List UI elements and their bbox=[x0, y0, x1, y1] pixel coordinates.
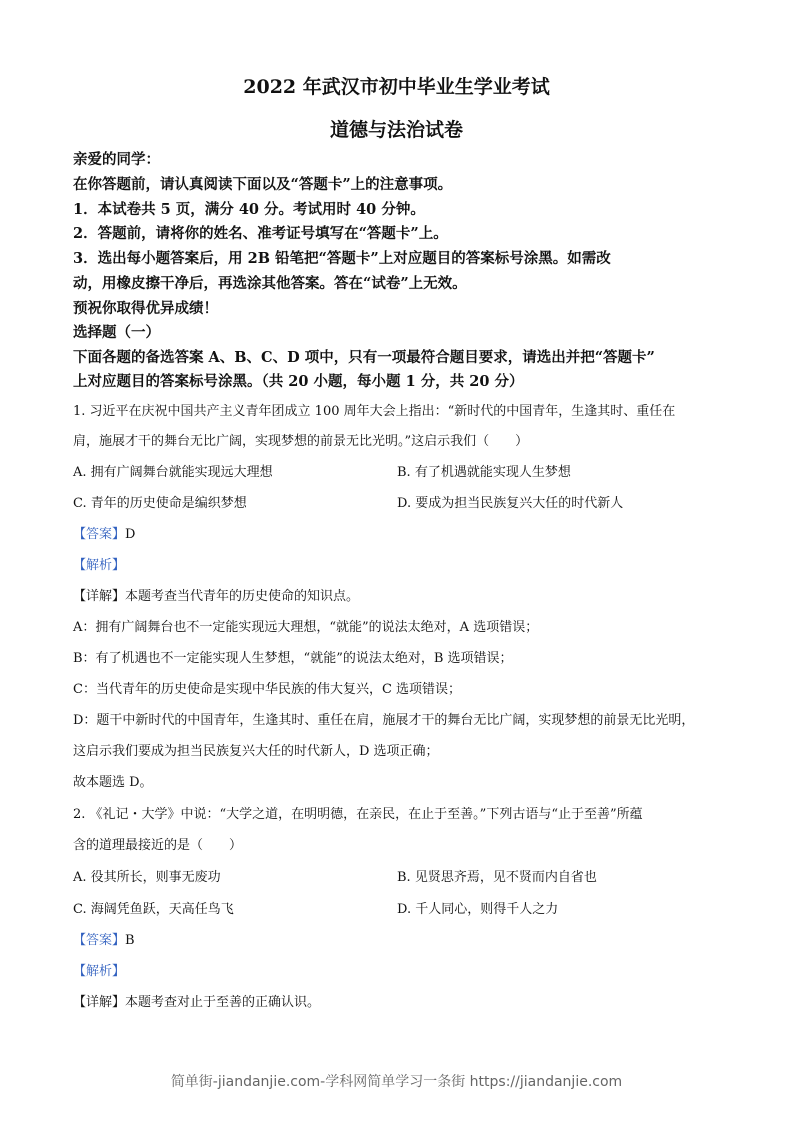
detail-label: 【详解】 bbox=[73, 995, 126, 1010]
q2-option-c: C. 海阔凭鱼跃，天高任鸟飞 bbox=[73, 902, 234, 917]
intro-rule-2: 2．答题前，请将你的姓名、准考证号填写在“答题卡”上。 bbox=[73, 225, 448, 242]
q1-stem-cont: 肩，施展才干的舞台无比广阔，实现梦想的前景无比光明。”这启示我们（ ） bbox=[73, 434, 529, 449]
q1-explain-b: B：有了机遇也不一定能实现人生梦想，“就能”的说法太绝对，B 选项错误； bbox=[73, 651, 513, 666]
detail-text: 本题考查对止于至善的正确认识。 bbox=[125, 995, 321, 1010]
section-title: 选择题（一） bbox=[73, 324, 160, 341]
detail-text: 本题考查当代青年的历史使命的知识点。 bbox=[125, 589, 360, 604]
q2-stem: 2. 《礼记・大学》中说：“大学之道，在明明德，在亲民，在止于至善。”下列古语与“止于至善”所蕴 bbox=[73, 807, 643, 822]
section-instruction: 下面各题的备选答案 A、B、C、D 项中，只有一项最符合题目要求，请选出并把“答题卡” bbox=[73, 349, 655, 366]
intro-rule-3-cont: 动，用橡皮擦干净后，再选涂其他答案。答在“试卷”上无效。 bbox=[73, 275, 467, 292]
q2-answer bbox=[73, 929, 135, 948]
exam-subtitle: 道德与法治试卷 bbox=[329, 119, 463, 141]
section-instruction-cont: 上对应题目的答案标号涂黑。（共 20 小题，每小题 1 分，共 20 分） bbox=[73, 373, 524, 390]
exam-title: 2022 年武汉市初中毕业生学业考试 bbox=[243, 76, 550, 98]
intro-wish: 预祝你取得优异成绩！ bbox=[73, 300, 218, 317]
intro-greeting: 亲爱的同学： bbox=[73, 151, 160, 168]
answer-value: D bbox=[125, 527, 136, 542]
q1-option-c: C. 青年的历史使命是编织梦想 bbox=[73, 496, 247, 511]
q1-detail bbox=[73, 585, 359, 604]
q2-detail bbox=[73, 991, 320, 1010]
q1-explain-d: D：题干中新时代的中国青年，生逢其时、重任在肩，施展才干的舞台无比广阔，实现梦想的前景无比光明， bbox=[73, 713, 695, 728]
q1-conclusion: 故本题选 D。 bbox=[73, 775, 153, 790]
answer-label: 【答案】 bbox=[73, 933, 126, 948]
q1-answer bbox=[73, 523, 135, 542]
q1-explain-d-cont: 这启示我们要成为担当民族复兴大任的时代新人，D 选项正确； bbox=[73, 744, 439, 759]
q1-explain-c: C：当代青年的历史使命是实现中华民族的伟大复兴，C 选项错误； bbox=[73, 682, 462, 697]
q1-stem: 1. 习近平在庆祝中国共产主义青年团成立 100 周年大会上指出：“新时代的中国青年，生逢其时、重任在 bbox=[73, 404, 676, 419]
q2-option-a: A. 役其所长，则事无废功 bbox=[73, 870, 221, 885]
q2-stem-cont: 含的道理最接近的是（ ） bbox=[73, 838, 243, 853]
answer-value: B bbox=[125, 933, 135, 948]
q1-analysis-label: 【解析】 bbox=[73, 558, 126, 573]
q1-explain-a: A：拥有广阔舞台也不一定能实现远大理想，“就能”的说法太绝对，A 选项错误； bbox=[73, 620, 539, 635]
page-footer-watermark: 简单街-jiandanjie.com-学科网简单学习一条街 https://jiandanjie.com bbox=[170, 1074, 623, 1090]
q1-option-b: B. 有了机遇就能实现人生梦想 bbox=[397, 465, 571, 480]
intro-notice: 在你答题前，请认真阅读下面以及“答题卡”上的注意事项。 bbox=[73, 176, 453, 193]
intro-rule-1: 1．本试卷共 5 页，满分 40 分。考试用时 40 分钟。 bbox=[73, 201, 425, 218]
q1-option-a: A. 拥有广阔舞台就能实现远大理想 bbox=[73, 465, 273, 480]
detail-label: 【详解】 bbox=[73, 589, 126, 604]
q1-option-d: D. 要成为担当民族复兴大任的时代新人 bbox=[397, 496, 624, 511]
q2-option-b: B. 见贤思齐焉，见不贤而内自省也 bbox=[397, 870, 597, 885]
q2-option-d: D. 千人同心，则得千人之力 bbox=[397, 902, 559, 917]
intro-rule-3: 3．选出每小题答案后，用 2B 铅笔把“答题卡”上对应题目的答案标号涂黑。如需改 bbox=[73, 250, 611, 267]
answer-label: 【答案】 bbox=[73, 527, 126, 542]
q2-analysis-label: 【解析】 bbox=[73, 964, 126, 979]
